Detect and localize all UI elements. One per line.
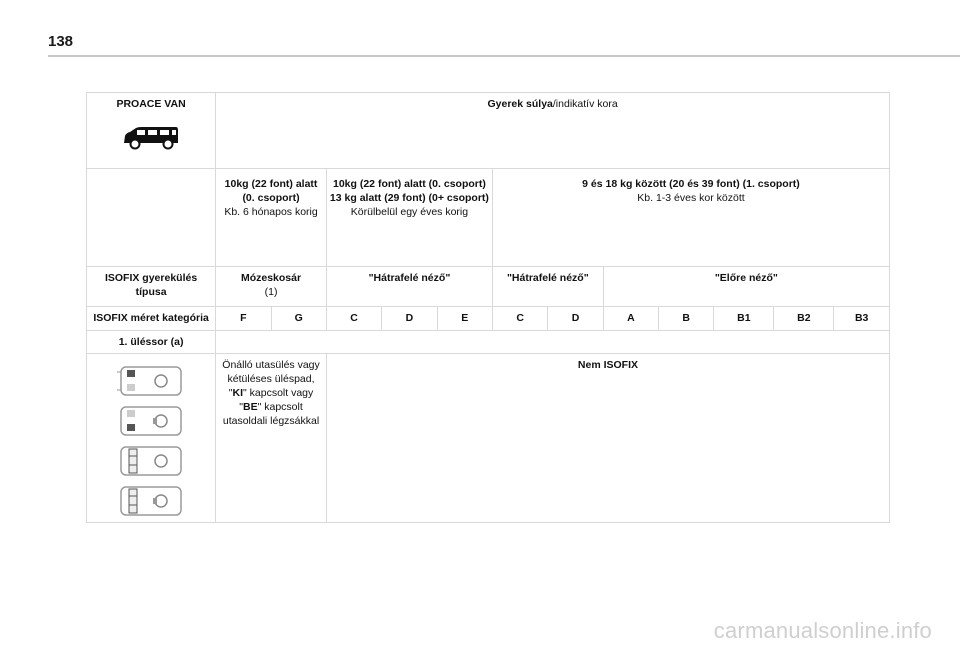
watermark: carmanualsonline.info	[713, 618, 932, 643]
rear-facing-cell: "Hátrafelé néző"	[326, 267, 492, 307]
size-class-cell: C	[326, 307, 381, 331]
rear-facing-cell-2: "Hátrafelé néző"	[492, 267, 603, 307]
vehicle-model: PROACE VAN	[116, 98, 186, 110]
car-seat-diagram-icon	[115, 484, 187, 518]
seat-row-label: 1. üléssor (a)	[87, 331, 216, 354]
seat-desc-part: " kapcsolt vagy "	[239, 387, 314, 413]
group-1-cell	[492, 169, 889, 267]
van-icon	[122, 125, 180, 151]
size-class-cell: G	[271, 307, 326, 331]
isofix-size-label: ISOFIX méret kategória	[87, 307, 216, 331]
carrycot-note: (1)	[264, 286, 278, 298]
car-seat-diagram-icon	[115, 444, 187, 478]
carrycot-cell	[216, 267, 327, 307]
car-seat-diagram-icon	[115, 404, 187, 438]
group-1-title: 9 és 18 kg között (20 és 39 font) (1. csoport)	[582, 178, 800, 190]
group-0plus-age: Körülbelül egy éves korig	[350, 206, 469, 218]
vehicle-model-cell	[87, 93, 216, 169]
child-weight-rest: /indikatív kora	[552, 98, 618, 110]
seat-desc-part: Önálló utasülés vagy kétüléses üléspad, "	[222, 359, 320, 399]
seat-diagrams	[89, 358, 213, 518]
size-class-cell: E	[437, 307, 492, 331]
child-weight-bold: Gyerek súlya	[487, 98, 553, 110]
size-class-cell: D	[382, 307, 437, 331]
empty-cell	[216, 331, 890, 354]
size-class-cell: B1	[714, 307, 774, 331]
size-class-cell: A	[603, 307, 658, 331]
size-class-cell: D	[548, 307, 603, 331]
group-1-age: Kb. 1-3 éves kor között	[637, 192, 745, 204]
seat-desc-part: " kapcsolt utasoldali légzsákkal	[222, 401, 320, 427]
group-0-cell	[216, 169, 327, 267]
size-class-cell: B2	[774, 307, 834, 331]
car-seat-diagram-icon	[115, 364, 187, 398]
group-0plus-title-2: 13 kg alatt (29 font) (0+ csoport)	[329, 192, 489, 204]
group-0-age: Kb. 6 hónapos korig	[224, 206, 318, 218]
forward-facing-cell: "Előre néző"	[603, 267, 889, 307]
airbag-off-label: KI	[232, 387, 244, 399]
group-0plus-title-1: 10kg (22 font) alatt (0. csoport)	[333, 178, 486, 190]
page-number: 138	[48, 33, 74, 50]
size-class-cell: C	[492, 307, 547, 331]
isofix-type-label: ISOFIX gyerekülés típusa	[87, 267, 216, 307]
child-weight-header	[216, 93, 890, 169]
size-class-cell: F	[216, 307, 271, 331]
isofix-table	[86, 92, 890, 523]
size-class-cell: B3	[834, 307, 890, 331]
not-isofix-cell: Nem ISOFIX	[326, 354, 889, 523]
group-0plus-cell	[326, 169, 492, 267]
airbag-on-label: BE	[243, 401, 258, 413]
size-class-cell: B	[659, 307, 714, 331]
empty-cell	[87, 169, 216, 267]
group-0-title: 10kg (22 font) alatt (0. csoport)	[224, 178, 318, 204]
seat-diagram-cell	[87, 354, 216, 523]
seat-description	[216, 354, 327, 523]
carrycot-label: Mózeskosár	[240, 272, 302, 284]
header-rule	[48, 55, 960, 57]
